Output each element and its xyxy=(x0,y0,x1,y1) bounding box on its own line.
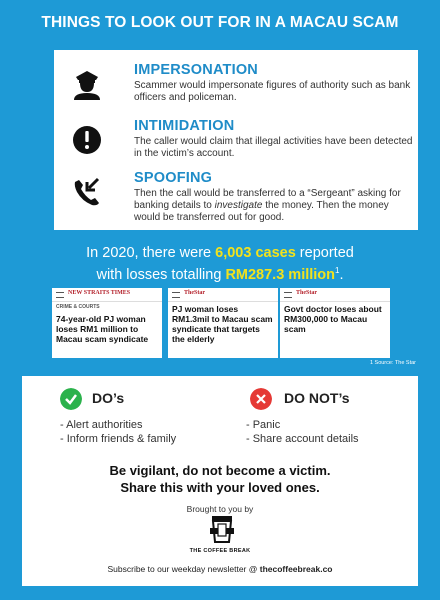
news-headline: Govt doctor loses about RM300,000 to Macau scam xyxy=(284,304,382,334)
stat-footnote-marker: 1 xyxy=(335,266,340,275)
spoofing-desc-emphasis: investigate xyxy=(214,200,263,211)
news-section: CRIME & COURTS xyxy=(56,304,100,310)
news-headline: PJ woman loses RM1.3mil to Macau scam syndicate that targets the elderly xyxy=(172,304,273,344)
item-intimidation xyxy=(54,112,418,168)
brand-name: THE COFFEE BREAK xyxy=(189,548,251,554)
statistics-text xyxy=(0,244,440,284)
vigilance-line2: Share this with your loved ones. xyxy=(120,480,320,495)
phone-transfer-icon xyxy=(72,176,102,208)
subscribe-label: Subscribe to our weekday newsletter @ xyxy=(107,564,260,574)
source-note: 1 Source: The Star xyxy=(369,360,416,366)
news-thumbnail-star-1 xyxy=(168,288,278,358)
police-officer-icon xyxy=(72,68,102,100)
brought-by-text: Brought to you by xyxy=(186,504,254,514)
news-brand: TheStar xyxy=(184,290,205,296)
dos-heading: DO’s xyxy=(92,390,125,406)
menu-icon xyxy=(56,292,64,298)
donts-heading: DO NOT’s xyxy=(284,390,350,406)
subscribe-link[interactable]: thecoffeebreak.co xyxy=(259,564,333,574)
coffee-cup-logo-icon xyxy=(208,514,236,544)
vigilance-line1: Be vigilant, do not become a victim. xyxy=(109,463,331,478)
impersonation-heading: IMPERSONATION xyxy=(134,62,258,78)
stat-line1-a: In 2020, there were xyxy=(86,245,216,261)
menu-icon xyxy=(284,292,292,298)
checkmark-icon xyxy=(60,388,82,410)
page-title: THINGS TO LOOK OUT FOR IN A MACAU SCAM xyxy=(41,14,399,31)
stat-cases: 6,003 cases xyxy=(215,245,296,261)
intimidation-heading: INTIMIDATION xyxy=(134,118,235,134)
subscribe-text xyxy=(22,564,418,574)
item-spoofing xyxy=(54,164,418,223)
news-brand: TheStar xyxy=(296,290,317,296)
vigilance-message xyxy=(22,462,418,496)
stat-line2-a: with losses totalling xyxy=(96,266,226,283)
news-thumbnail-star-2 xyxy=(280,288,390,358)
spoofing-desc-part1: Then the call would be transferred to a “Sergeant” asking for banking details to xyxy=(134,188,401,211)
stat-line1-b: reported xyxy=(295,245,354,261)
exclamation-icon xyxy=(72,124,102,156)
donts-list xyxy=(246,418,359,446)
stat-amount: RM287.3 million xyxy=(225,266,336,283)
impersonation-desc: Scammer would impersonate figures of authority such as bank officers and policeman. xyxy=(134,80,411,103)
cross-icon xyxy=(250,388,272,410)
menu-icon xyxy=(172,292,180,298)
dos-list xyxy=(60,418,176,446)
intimidation-desc: The caller would claim that illegal activities have been detected in the victim’s account. xyxy=(134,136,413,159)
spoofing-desc xyxy=(134,188,414,224)
scam-types-card xyxy=(54,50,418,230)
spoofing-desc-part3: the money. Then the money would be transferred out for good. xyxy=(134,200,389,223)
news-brand: NEW STRAITS TIMES xyxy=(68,290,131,296)
donts-item: - Share account details xyxy=(246,433,359,445)
dos-item: - Inform friends & family xyxy=(60,433,177,445)
dos-donts-card xyxy=(22,376,418,586)
dos-item: - Alert authorities xyxy=(60,419,143,431)
stat-line2-b: . xyxy=(339,266,344,283)
news-headline: 74-year-old PJ woman loses RM1 million to Macau scam syndicate xyxy=(56,314,149,344)
donts-item: - Panic xyxy=(246,419,281,431)
news-thumbnail-nst xyxy=(52,288,162,358)
spoofing-heading: SPOOFING xyxy=(134,170,213,186)
item-impersonation xyxy=(54,56,418,112)
